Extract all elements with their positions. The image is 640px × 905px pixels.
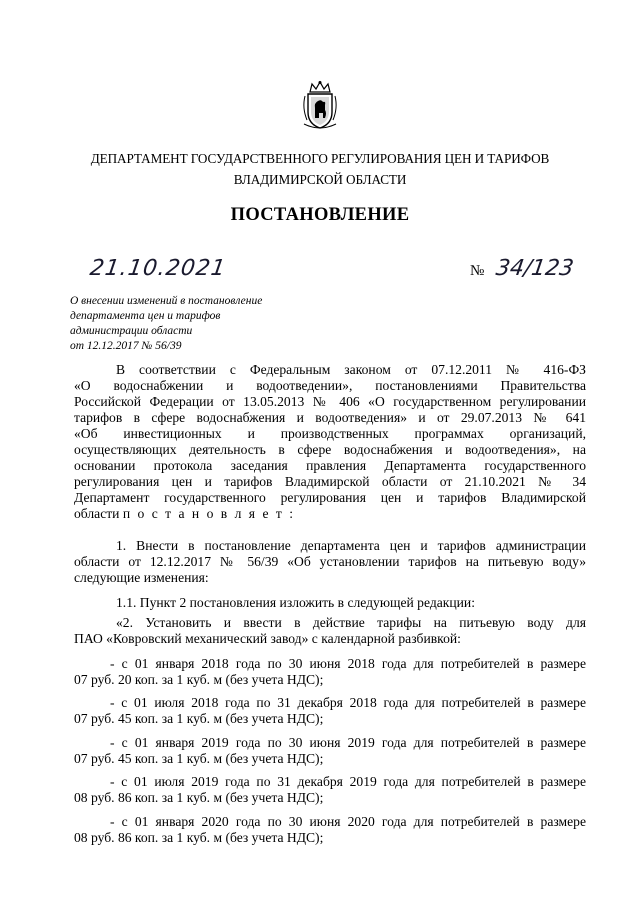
- preamble-paragraph: [74, 362, 586, 522]
- text-line: ПАО «Ковровский механический завод» с календарной разбивкой:: [74, 631, 461, 646]
- text-line: В соответствии с Федеральным законом от 07.12.2011 № 416-ФЗ: [116, 362, 586, 377]
- subject-line: от 12.12.2017 № 56/39: [70, 340, 182, 352]
- item-1-1-paragraph: [74, 595, 586, 611]
- text-line: «О водоснабжении и водоотведении», постановлениями Правительства: [74, 378, 586, 393]
- text-line: 07 руб. 45 коп. за 1 куб. м (без учета НДС);: [74, 711, 324, 726]
- item-1-paragraph: [74, 538, 586, 586]
- text-line: - с 01 июля 2018 года по 31 декабря 2018 года для потребителей в размере: [110, 695, 586, 710]
- tariff-item: [74, 656, 586, 688]
- text-line: 07 руб. 20 коп. за 1 куб. м (без учета НДС);: [74, 672, 324, 687]
- text-fragment: области: [74, 506, 120, 521]
- tariff-item: [74, 735, 586, 767]
- text-line: Российской Федерации от 13.05.2013 № 406 «О государственном регулировании: [74, 394, 586, 409]
- text-line: - с 01 января 2020 года по 30 июня 2020 года для потребителей в размере: [110, 814, 586, 829]
- text-line: Департамент государственного регулирования цен и тарифов Владимирской: [74, 490, 586, 505]
- text-line: 07 руб. 45 коп. за 1 куб. м (без учета НДС);: [74, 751, 324, 766]
- subject-line: администрации области: [70, 325, 193, 337]
- text-line: тарифов в сфере водоснабжения и водоотведения» и от 29.07.2013 № 641: [74, 410, 586, 425]
- text-line: 08 руб. 86 коп. за 1 куб. м (без учета НДС);: [74, 830, 324, 845]
- document-date: 21.10.2021: [88, 256, 228, 281]
- text-line: следующие изменения:: [74, 570, 209, 585]
- text-line: основании протокола заседания правления Департамента государственного: [74, 458, 586, 473]
- text-line: [74, 506, 586, 522]
- document-type-title: ПОСТАНОВЛЕНИЕ: [230, 205, 410, 225]
- document-subject: [70, 294, 330, 354]
- subject-line: О внесении изменений в постановление: [70, 295, 263, 307]
- tariff-item: [74, 695, 586, 727]
- coat-of-arms-icon: [300, 80, 340, 130]
- resolve-word: п о с т а н о в л я е т :: [122, 506, 295, 521]
- document-number: 34/123: [494, 256, 576, 281]
- text-line: - с 01 июля 2019 года по 31 декабря 2019 года для потребителей в размере: [110, 774, 586, 789]
- text-line: 1.1. Пункт 2 постановления изложить в следующей редакции:: [116, 595, 475, 610]
- text-line: области от 12.12.2017 № 56/39 «Об установлении тарифов на питьевую воду»: [74, 554, 586, 569]
- subject-line: департамента цен и тарифов: [70, 310, 221, 322]
- text-line: осуществляющих деятельность в сфере водоснабжения и водоотведения», на: [74, 442, 586, 457]
- text-line: «Об инвестиционных и производственных программах организаций,: [74, 426, 586, 441]
- tariff-item: [74, 814, 586, 846]
- item-2-paragraph: [74, 615, 586, 647]
- department-region: ВЛАДИМИРСКОЙ ОБЛАСТИ: [233, 172, 407, 187]
- tariff-item: [74, 774, 586, 806]
- department-name: ДЕПАРТАМЕНТ ГОСУДАРСТВЕННОГО РЕГУЛИРОВАНИЯ ЦЕН И ТАРИФОВ: [90, 151, 550, 166]
- text-line: 08 руб. 86 коп. за 1 куб. м (без учета НДС);: [74, 790, 324, 805]
- text-line: - с 01 января 2018 года по 30 июня 2018 года для потребителей в размере: [110, 656, 586, 671]
- document-number-label: №: [470, 263, 485, 279]
- text-line: регулирования цен и тарифов Владимирской области от 21.10.2021 № 34: [74, 474, 586, 489]
- text-line: «2. Установить и ввести в действие тарифы на питьевую воду для: [116, 615, 586, 630]
- text-line: - с 01 января 2019 года по 30 июня 2019 года для потребителей в размере: [110, 735, 586, 750]
- text-line: 1. Внести в постановление департамента цен и тарифов администрации: [116, 538, 586, 553]
